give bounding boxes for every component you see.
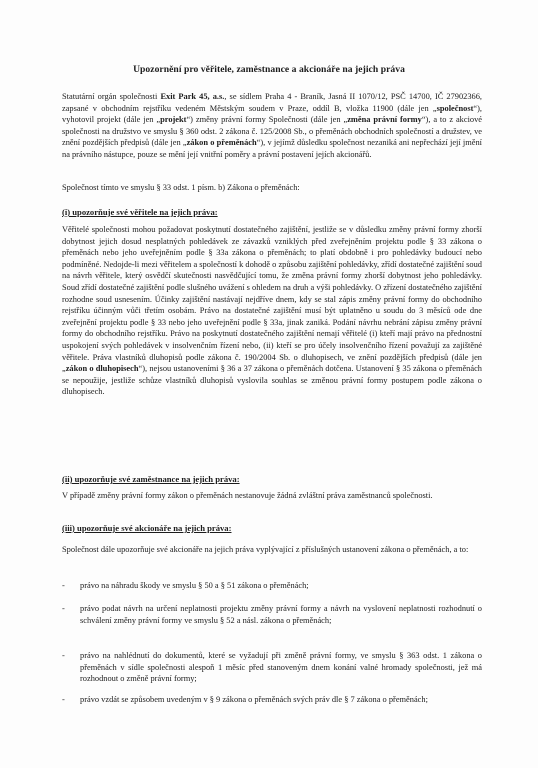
employees-paragraph: V případě změny právní formy zákon o přeměnách nestanovuje žádná zvláštní práva zaměstnanců společnosti. xyxy=(62,491,433,500)
document-title: Upozornění pro věřitele, zaměstnance a akcionáře na jejich práva xyxy=(133,64,405,75)
defined-term: zákon o přeměnách xyxy=(186,138,257,148)
intro-text: , se sídlem Praha 4 - Braník, Jasná II 1070/12, PSČ 14700, IČ 27902366, zapsané v obchodním rejstříku vedeném Městským soudem v Praze, oddíl B, vložka 11900 (dále jen „ xyxy=(62,92,482,113)
company-name: Exit Park 45, a.s. xyxy=(160,92,225,101)
section-heading-creditors: (i) upozorňuje své věřitele na jejich práva: xyxy=(62,207,218,217)
shareholders-paragraph: Společnost dále upozorňuje své akcionáře na jejich práva vyplývající z příslušných ustanovení zákona o přeměnách, a to: xyxy=(62,545,469,554)
list-item-text: právo podat návrh na určení neplatnosti projektu změny právní formy a návrh na vyslovení neplatnosti rozhodnutí o schválení změny právní formy ve smyslu § 52 a násl. zákona o přeměnách; xyxy=(80,604,482,625)
list-item xyxy=(62,650,482,685)
creditors-text: Věřitelé společnosti mohou požadovat poskytnutí dostatečného zajištění, jestliže se v důsledku změny právní formy zhorší dobytnost jejich dosud nesplatných pohledávek ze závazků vzniklých před zveřejněním projektu podle § 33 zákona o přeměnách nebo jeho uveřejněním podle § 33a zákona o přeměnách; to platí obdobně i pro pohledávky budoucí nebo podmíněné. Nedojde-li mezi věřitelem a společností k dohodě o způsobu zajištění pohledávky, zřídí dostatečné zajištění soud na návrh věřitele, který osvědčí skutečnosti nasvědčující tomu, že změna právní formy zhorší dobytnost jeho pohledávky. Soud zřídí dostatečné zajištění podle slušného uvážení s ohledem na druh a výši pohledávky. O zřízení dostatečného zajištění rozhodne soud usnesením. Účinky zajištění nastávají nejdříve dnem, kdy se stal zápis změny právní formy do obchodního rejstříku účinným vůči třetím osobám. Právo na dostatečné zajištění musí být uplatněno u soudu do 3 měsíců ode dne zveřejnění projektu podle § 33 nebo jeho uveřejnění podle § 33a, jinak zaniká. Podání návrhu nebrání zápisu změny právní formy do obchodního rejstříku. Právo na poskytnutí dostatečného zajištění nemají věřitelé (i) kteří mají právo na přednostní uspokojení svých pohledávek v insolvenčním řízení nebo, (ii) kteří se pro účely insolvenčního řízení považují za zajištěné věřitele. Práva vlastníků dluhopisů podle zákona č. 190/2004 Sb. o dluhopisech, ve znění pozdějších předpisů (dále jen „ xyxy=(62,225,482,374)
list-item-text: právo na nahlédnutí do dokumentů, které se vyžadují při změně právní formy, ve smyslu § 363 odst. 1 zákona o přeměnách v sídle společnosti alespoň 1 měsíc před stanoveným dnem konání valné hromady společnosti, jež má rozhodnout o změně právní formy; xyxy=(80,651,482,684)
section-heading-employees: (ii) upozorňuje své zaměstnance na jejich práva: xyxy=(62,474,240,484)
intro-text: “), v jejímž důsledku společnost nezaniká ani nepřechází její jmění na právního nástupce, pouze se mění její vnitřní poměry a právní postavení jejích akcionářů. xyxy=(62,138,482,159)
list-dash: - xyxy=(62,651,65,660)
statement-paragraph: Společnost tímto ve smyslu § 33 odst. 1 písm. b) Zákona o přeměnách: xyxy=(62,183,300,192)
defined-term: zákon o dluhopisech xyxy=(65,364,139,374)
creditors-text: “), nejsou ustanoveními § 36 a 37 zákona o přeměnách dotčena. Ustanovení § 35 zákona o přeměnách se nepoužije, jestliže schůze vlastníků dluhopisů vyslovila souhlas se změnou právní formy postupem podle zákona o dluhopisech. xyxy=(62,364,482,397)
intro-text: “) změny právní formy Společnosti (dále jen „ xyxy=(186,115,348,125)
defined-term: společnost xyxy=(436,103,474,113)
list-dash: - xyxy=(62,581,65,590)
list-item xyxy=(62,694,482,706)
intro-text: “), a to z akciové společnosti na družstvo ve smyslu § 360 odst. 2 zákona č. 125/2008 Sb., o přeměnách obchodních společností a družstev, ve znění pozdějších předpisů (dále jen „ xyxy=(62,115,482,148)
list-item xyxy=(62,603,482,626)
list-dash: - xyxy=(62,695,65,704)
intro-paragraph xyxy=(62,91,482,161)
intro-text: Statutární orgán společnosti xyxy=(62,92,161,101)
list-item-text: právo vzdát se způsobem uvedeným v § 9 zákona o přeměnách svých práv dle § 7 zákona o přeměnách; xyxy=(80,695,428,704)
list-dash: - xyxy=(62,604,65,613)
section-heading-shareholders: (iii) upozorňuje své akcionáře na jejich práva: xyxy=(62,523,232,533)
defined-term: změna právní formy xyxy=(347,115,422,125)
list-item xyxy=(62,580,482,592)
intro-text: “), vyhotovil projekt (dále jen „ xyxy=(62,103,482,125)
creditors-paragraph xyxy=(62,224,482,398)
defined-term: projekt xyxy=(160,115,187,125)
list-item-text: právo na náhradu škody ve smyslu § 50 a § 51 zákona o přeměnách; xyxy=(80,581,309,590)
